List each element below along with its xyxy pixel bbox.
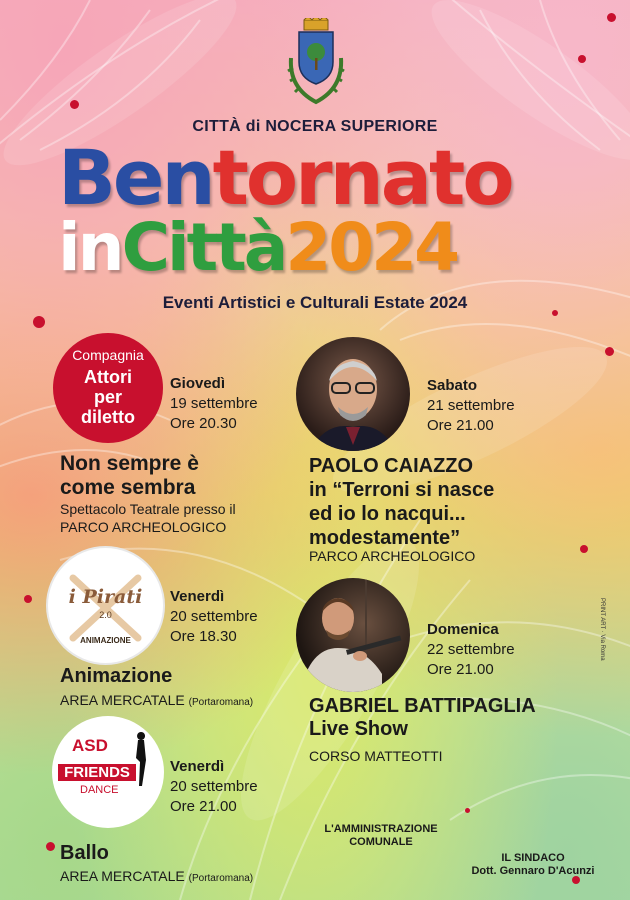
event2-date-text: 20 settembre <box>170 608 258 625</box>
event1-location <box>60 500 236 536</box>
event2-date <box>170 587 258 647</box>
event1-date <box>170 374 258 434</box>
decor-dot <box>33 316 45 328</box>
event1-title-line1: Non sempre è <box>60 452 199 475</box>
logo-line-dance: DANCE <box>80 784 119 796</box>
administration-line2: COMUNALE <box>349 836 413 848</box>
event5-title-line2: Live Show <box>309 718 408 740</box>
compagnia-logo <box>53 333 163 443</box>
administration-signature <box>306 823 456 849</box>
event4-date <box>427 376 515 436</box>
event3-location <box>60 868 253 884</box>
event4-time: Ore 21.00 <box>427 417 494 434</box>
event2-place: AREA MERCATALE <box>60 692 185 708</box>
event4-title-line4: modestamente” <box>309 527 461 549</box>
headline-word-tornato: tornato <box>212 133 512 222</box>
event5-date-text: 22 settembre <box>427 641 515 658</box>
gabriel-battipaglia-photo <box>296 578 410 692</box>
event2-day: Venerdì <box>170 588 225 605</box>
logo-line-attori <box>53 367 163 427</box>
mayor-name: Dott. Gennaro D'Acunzi <box>471 865 595 877</box>
event3-date-text: 20 settembre <box>170 778 258 795</box>
event3-time: Ore 21.00 <box>170 798 237 815</box>
event1-time: Ore 20.30 <box>170 415 237 432</box>
event2-location <box>60 692 253 708</box>
subtitle: Eventi Artistici e Culturali Estate 2024 <box>162 293 468 312</box>
logo-line-version: 2.0 <box>99 610 112 620</box>
logo-word-attori: Attori <box>84 367 132 387</box>
event4-title-line3: ed io lo nacqui... <box>309 503 466 525</box>
event5-day: Domenica <box>427 621 499 638</box>
portrait-illustration <box>296 337 410 451</box>
pirati-logo <box>48 548 163 663</box>
decor-dot <box>578 55 586 63</box>
logo-line-friends: FRIENDS <box>58 764 136 781</box>
decor-dot <box>607 13 616 22</box>
event4-place: PARCO ARCHEOLOGICO <box>309 548 476 564</box>
paolo-caiazzo-photo <box>296 337 410 451</box>
decor-dot <box>24 595 32 603</box>
event1-description: Spettacolo Teatrale presso il <box>60 501 236 517</box>
headline-line2 <box>58 209 458 286</box>
administration-line1: L'AMMINISTRAZIONE <box>324 823 438 835</box>
event5-title-line1: GABRIEL BATTIPAGLIA <box>309 695 536 717</box>
logo-line-asd: ASD <box>72 736 108 755</box>
logo-line-compagnia: Compagnia <box>72 347 144 363</box>
headline-word-citta: Città <box>121 209 286 286</box>
print-credit: PRINT ART · Via Roma <box>599 598 605 661</box>
friends-dance-logo <box>52 716 164 828</box>
event3-date <box>170 757 258 817</box>
event4-date-text: 21 settembre <box>427 397 515 414</box>
headline-word-ben: Ben <box>58 133 213 222</box>
event1-title <box>60 452 199 500</box>
logo-line-pirati: i Pirati <box>68 586 143 608</box>
event4-title-line1: PAOLO CAIAZZO <box>309 455 474 477</box>
event3-day: Venerdì <box>170 758 225 775</box>
event2-time: Ore 18.30 <box>170 628 237 645</box>
coat-of-arms-emblem <box>285 18 347 110</box>
event3-place: AREA MERCATALE <box>60 868 185 884</box>
headline-line1 <box>58 133 512 222</box>
mayor-signature <box>458 852 608 878</box>
event1-place: PARCO ARCHEOLOGICO <box>60 519 227 535</box>
event5-title <box>309 695 536 741</box>
event1-date-text: 19 settembre <box>170 395 258 412</box>
event3-place-note: (Portaromana) <box>188 873 254 884</box>
event1-day: Giovedì <box>170 375 226 392</box>
decor-dot <box>465 808 470 813</box>
logo-word-per: per <box>93 387 122 407</box>
event2-place-note: (Portaromana) <box>188 697 254 708</box>
city-name: CITTÀ di NOCERA SUPERIORE <box>192 118 438 135</box>
mayor-title: IL SINDACO <box>501 852 565 864</box>
dancer-silhouette-icon <box>130 730 152 790</box>
logo-word-diletto: diletto <box>81 407 135 427</box>
logo-line-animazione: ANIMAZIONE <box>80 636 131 645</box>
event2-title: Animazione <box>60 665 173 687</box>
decor-dot <box>46 842 55 851</box>
event5-time: Ore 21.00 <box>427 661 494 678</box>
event4-title-line2: in “Terroni si nasce <box>309 479 495 501</box>
event1-title-line2: come sembra <box>60 476 196 499</box>
decor-dot <box>580 545 588 553</box>
headline-word-in: in <box>58 209 122 286</box>
event4-day: Sabato <box>427 377 478 394</box>
headline-word-year: 2024 <box>285 209 458 286</box>
decor-dot <box>605 347 614 356</box>
event3-title: Ballo <box>60 842 109 864</box>
event5-place: CORSO MATTEOTTI <box>309 748 443 764</box>
event4-title <box>309 454 494 550</box>
decor-dot <box>70 100 79 109</box>
guitarist-illustration <box>296 578 410 692</box>
event5-date <box>427 620 515 680</box>
